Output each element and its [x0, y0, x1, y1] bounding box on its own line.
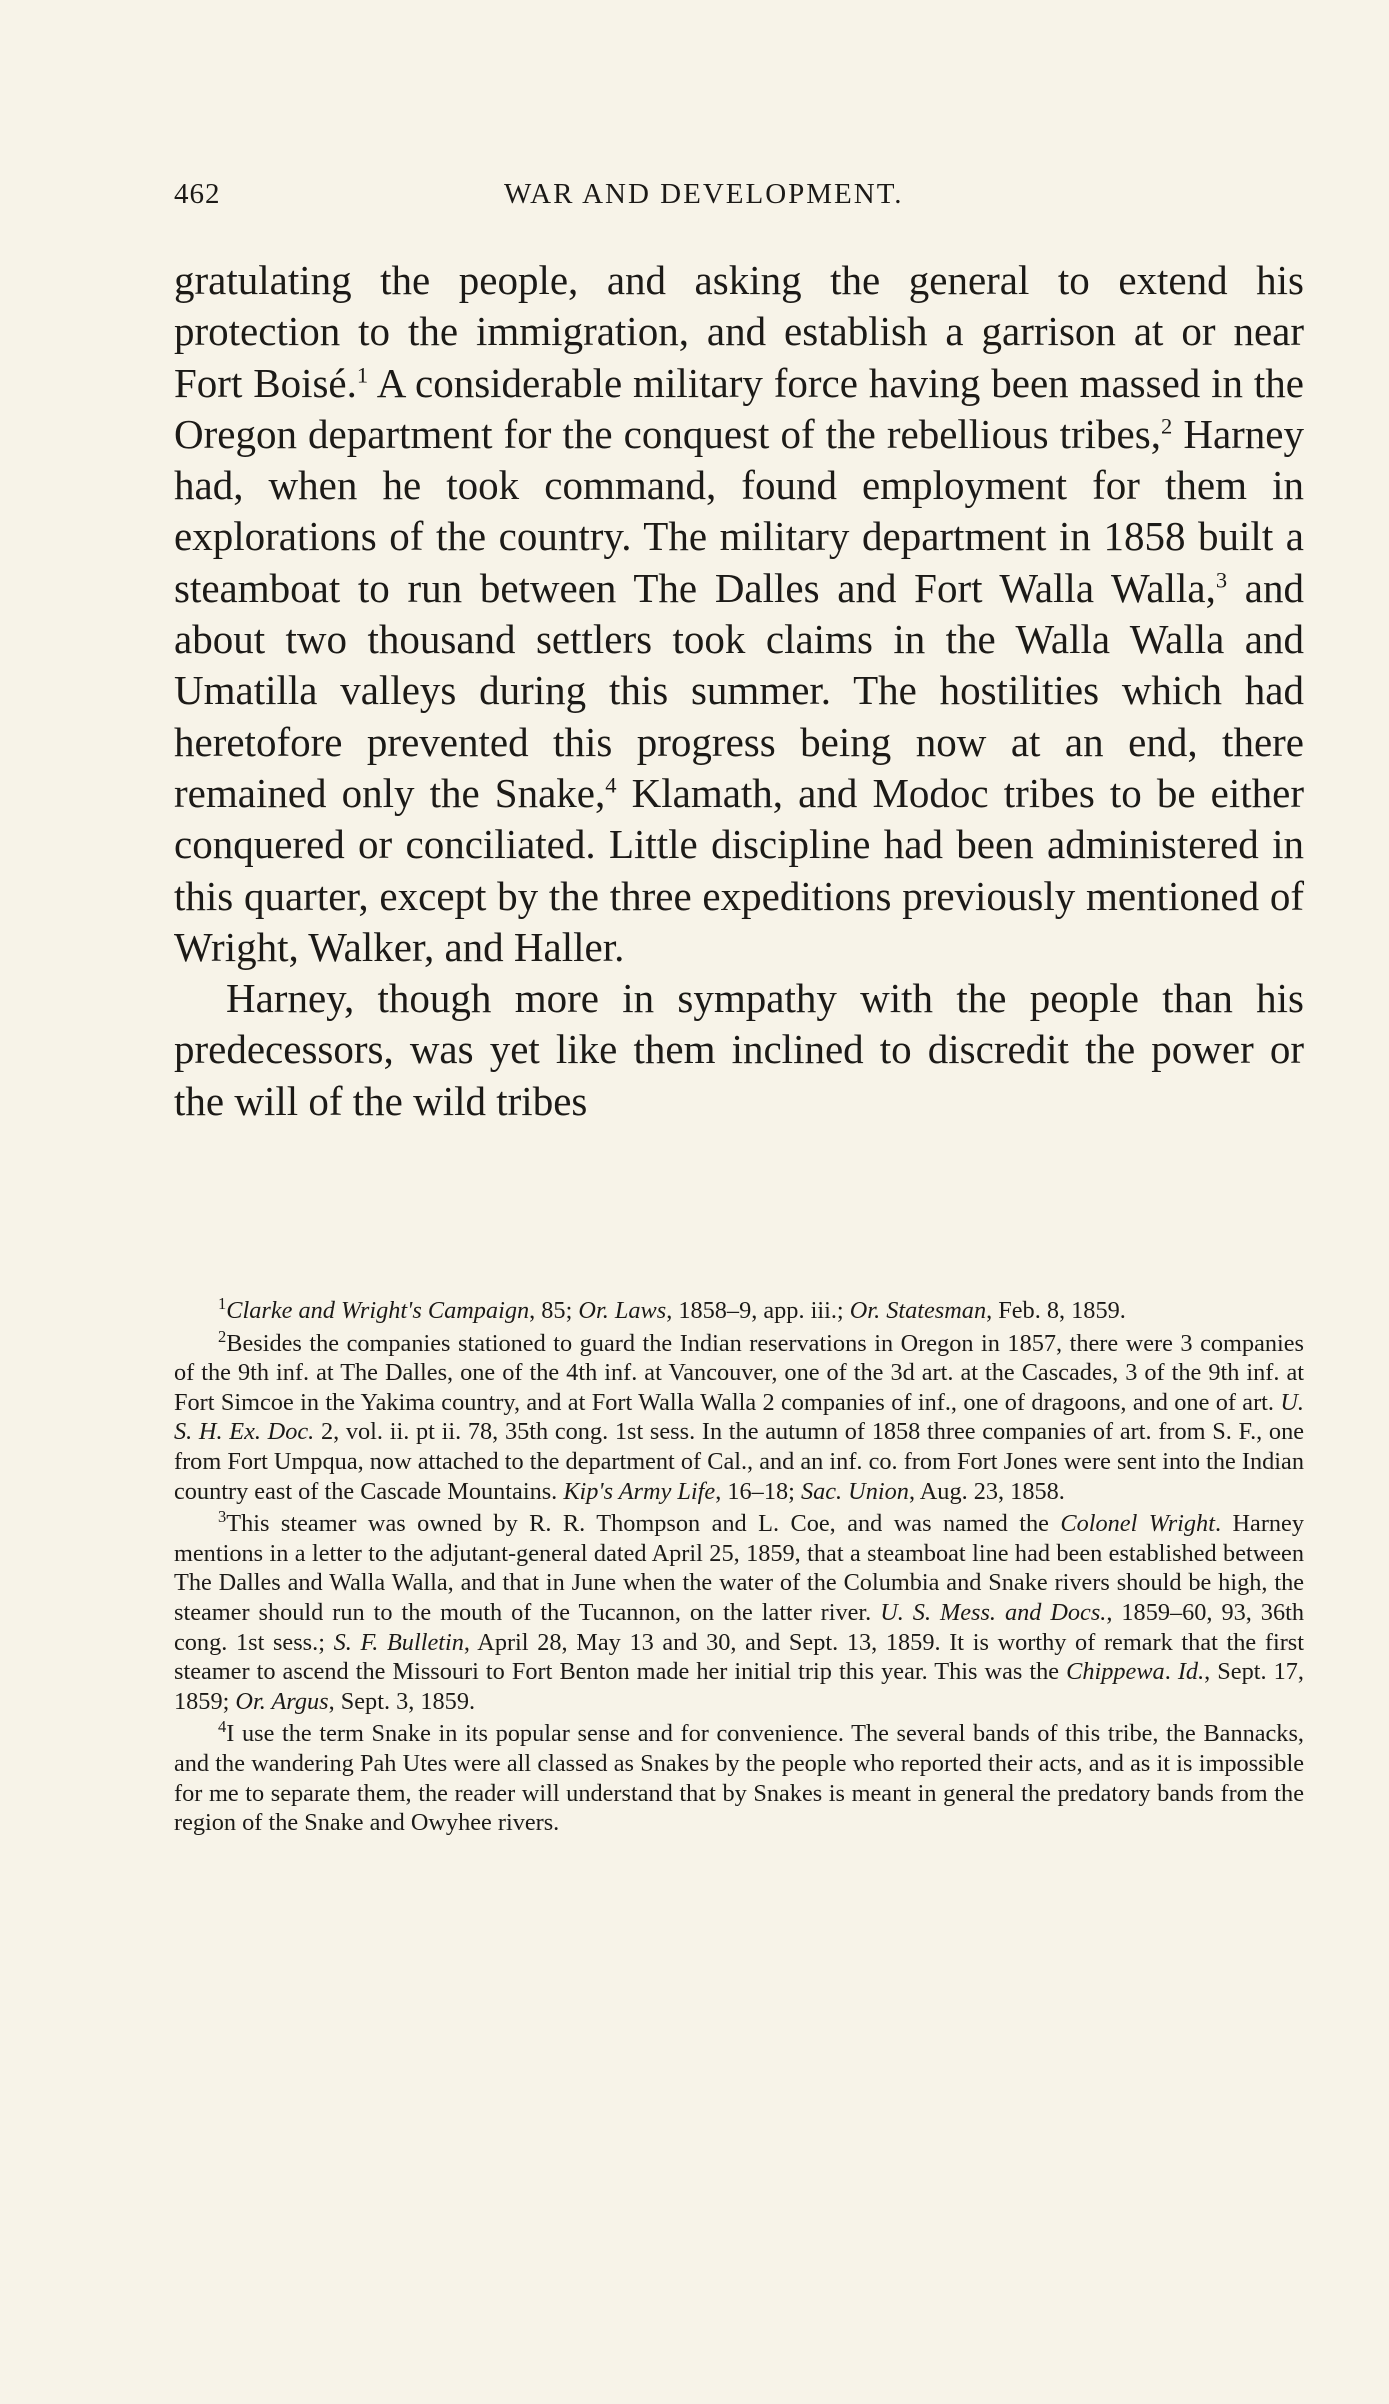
footnotes — [174, 1293, 1304, 1841]
footnote-2: $^2$Besides the companies stationed to guard the Indian reservations in Oregon in 1857, there were 3 companies of the 9th inf. at The Dalles, one of the 4th inf. at Vancouver, one of the 3d art. at the Cascades, 3 of the 9th inf. at Fort Simcoe in the Yakima country, and at Fort Walla Walla 2 companies of inf., one of dragoons, and one of art. U. S. H. Ex. Doc. 2, vol. ii. pt ii. 78, 35th cong. 1st sess. In the autumn of 1858 three companies of art. from S. F., one from Fort Umpqua, now attached to the department of Cal., and an inf. co. from Fort Jones were sent into the Indian country east of the Cascade Mountains. Kip's Army Life, 16–18; Sac. Union, Aug. 23, 1858. — [174, 1326, 1304, 1505]
footnote-1: $^1$Clarke and Wright's Campaign, 85; Or. Laws, 1858–9, app. iii.; Or. Statesman, Feb. 8, 1859. — [218, 1293, 1126, 1324]
footnote-ref-1[interactable]: 1 — [356, 361, 369, 387]
footnote-mark: 3 — [218, 1507, 227, 1527]
footnote-ref-3[interactable]: 3 — [1215, 567, 1228, 593]
running-title: WAR AND DEVELOPMENT. — [504, 178, 904, 210]
paragraph-2: Harney, though more in sympathy with the people than his predecessors, was yet like them inclined to discredit the power or the will of the wild tribes — [174, 975, 1304, 1124]
footnote-4: $^4$I use the term Snake in its popular sense and for convenience. The several bands of this tribe, the Bannacks, and the wandering Pah Utes were all classed as Snakes by the people who reported their acts, and as it is impossible for me to separate them, the reader will understand that by Snakes is meant in general the predatory bands from the region of the Snake and Owyhee rivers. — [174, 1717, 1304, 1837]
footnote-ref-2[interactable]: 2 — [1160, 413, 1173, 439]
footnote-3: $^3$This steamer was owned by R. R. Thompson and L. Coe, and was named the Colonel Wright. Harney mentions in a letter to the adjutant-general dated April 25, 1859, that a steamboat line had been established between The Dalles and Walla Walla, and that in June when the water of the Columbia and Snake rivers should be high, the steamer should run to the mouth of the Tucannon, on the latter river. U. S. Mess. and Docs., 1859–60, 93, 36th cong. 1st sess.; S. F. Bulletin, April 28, May 13 and 30, and Sept. 13, 1859. It is worthy of remark that the first steamer to ascend the Missouri to Fort Benton made her initial trip this year. This was the Chippewa. Id., Sept. 17, 1859; Or. Argus, Sept. 3, 1859. — [174, 1507, 1304, 1715]
footnote-mark: 1 — [218, 1293, 227, 1313]
footnote-mark: 4 — [218, 1717, 227, 1737]
footnote-mark: 2 — [218, 1326, 227, 1346]
main-text — [174, 255, 1304, 1127]
page-header — [174, 178, 1304, 218]
page-number: 462 — [174, 178, 221, 210]
paragraph-1: gratulating the people, and asking the general to extend his protection to the immigration, and establish a garrison at or near Fort Boisé.$^1$ A considerable military force having been massed in the Oregon department for the conquest of the rebellious tribes,$^2$ Harney had, when he took command, found employment for them in explorations of the country. The military department in 1858 built a steamboat to run between The Dalles and Fort Walla Walla,$^3$ and about two thousand settlers took claims in the Walla Walla and Umatilla valleys during this summer. The hostilities which had heretofore prevented this progress being now at an end, there remained only the Snake,$^4$ Klamath, and Modoc tribes to be either conquered or conciliated. Little discipline had been administered in this quarter, except by the three expeditions previously mentioned of Wright, Walker, and Haller. — [174, 257, 1304, 970]
footnote-ref-4[interactable]: 4 — [605, 772, 617, 798]
